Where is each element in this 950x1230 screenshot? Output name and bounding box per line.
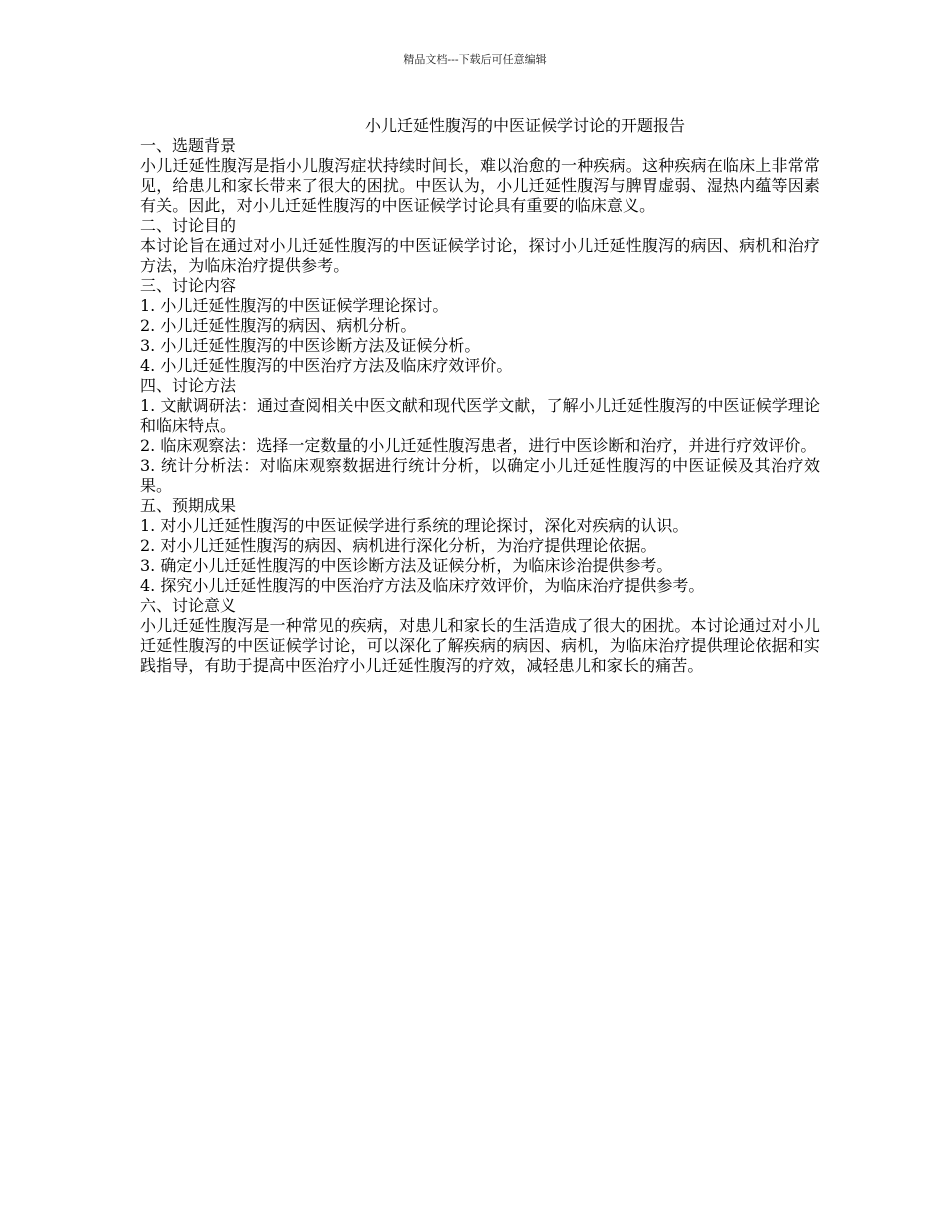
section-content bbox=[140, 276, 820, 376]
list-item: 1. 小儿迁延性腹泻的中医证候学理论探讨。 bbox=[140, 296, 449, 315]
list-item: 2. 临床观察法：选择一定数量的小儿迁延性腹泻患者，进行中医诊断和治疗，并进行疗效评价。 bbox=[140, 436, 817, 455]
section-heading: 五、预期成果 bbox=[140, 496, 237, 515]
list-item: 2. 对小儿迁延性腹泻的病因、病机进行深化分析，为治疗提供理论依据。 bbox=[140, 536, 657, 555]
paragraph: 小儿迁延性腹泻是指小儿腹泻症状持续时间长，难以治愈的一种疾病。这种疾病在临床上非常常见，给患儿和家长带来了很大的困扰。中医认为，小儿迁延性腹泻与脾胃虚弱、湿热内蕴等因素有关。因此，对小儿迁延性腹泻的中医证候学讨论具有重要的临床意义。 bbox=[140, 156, 820, 215]
list-item: 3. 确定小儿迁延性腹泻的中医诊断方法及证候分析，为临床诊治提供参考。 bbox=[140, 556, 673, 575]
section-background bbox=[140, 136, 820, 216]
section-expected-results bbox=[140, 496, 820, 596]
page-header-note: 精品文档---下载后可任意编辑 bbox=[403, 53, 547, 66]
list-item: 3. 统计分析法：对临床观察数据进行统计分析，以确定小儿迁延性腹泻的中医证候及其治疗效果。 bbox=[140, 456, 820, 495]
section-heading: 二、讨论目的 bbox=[140, 216, 237, 235]
section-heading: 三、讨论内容 bbox=[140, 276, 237, 295]
document-title: 小儿迁延性腹泻的中医证候学讨论的开题报告 bbox=[365, 116, 686, 135]
paragraph: 本讨论旨在通过对小儿迁延性腹泻的中医证候学讨论，探讨小儿迁延性腹泻的病因、病机和治疗方法，为临床治疗提供参考。 bbox=[140, 236, 820, 275]
section-heading: 六、讨论意义 bbox=[140, 596, 237, 615]
document-body bbox=[140, 116, 820, 676]
section-methods bbox=[140, 376, 820, 496]
list-item: 1. 文献调研法：通过查阅相关中医文献和现代医学文献，了解小儿迁延性腹泻的中医证候学理论和临床特点。 bbox=[140, 396, 820, 435]
list-item: 4. 探究小儿迁延性腹泻的中医治疗方法及临床疗效评价，为临床治疗提供参考。 bbox=[140, 576, 705, 595]
section-heading: 四、讨论方法 bbox=[140, 376, 237, 395]
list-item: 1. 对小儿迁延性腹泻的中医证候学进行系统的理论探讨，深化对疾病的认识。 bbox=[140, 516, 689, 535]
list-item: 4. 小儿迁延性腹泻的中医治疗方法及临床疗效评价。 bbox=[140, 356, 513, 375]
section-heading: 一、选题背景 bbox=[140, 136, 237, 155]
paragraph: 小儿迁延性腹泻是一种常见的疾病，对患儿和家长的生活造成了很大的困扰。本讨论通过对小儿迁延性腹泻的中医证候学讨论，可以深化了解疾病的病因、病机，为临床治疗提供理论依据和实践指导，有助于提高中医治疗小儿迁延性腹泻的疗效，减轻患儿和家长的痛苦。 bbox=[140, 616, 820, 675]
section-significance bbox=[140, 596, 820, 676]
section-purpose bbox=[140, 216, 820, 276]
list-item: 3. 小儿迁延性腹泻的中医诊断方法及证候分析。 bbox=[140, 336, 481, 355]
list-item: 2. 小儿迁延性腹泻的病因、病机分析。 bbox=[140, 316, 417, 335]
